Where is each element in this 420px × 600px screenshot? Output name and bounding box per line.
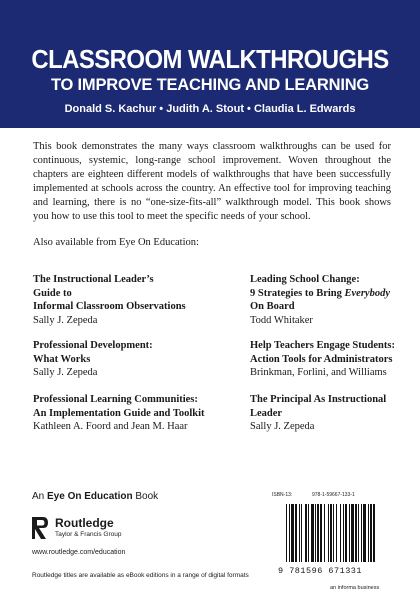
book-entry-author: Brinkman, Forlini, and Williams [250, 367, 387, 378]
book-entry-title: Guide to [33, 287, 72, 299]
informa-note: an informa business [330, 585, 380, 591]
isbn-number: 978-1-59667-133-1 [312, 492, 355, 498]
ebook-note: Routledge titles are available as eBook editions in a range of digital formats [32, 572, 249, 579]
book-entry-author: Kathleen A. Foord and Jean M. Haar [33, 421, 188, 432]
logo-name: Routledge [55, 516, 114, 530]
book-entry-author: Sally J. Zepeda [33, 314, 98, 326]
book-entry [33, 339, 213, 380]
logo-subtitle: Taylor & Francis Group [55, 531, 122, 538]
book-entry-title: The Instructional Leader’s [33, 274, 154, 285]
book-title-line1: CLASSROOM WALKTHROUGHS [31, 44, 389, 74]
barcode-icon [284, 504, 394, 564]
book-entry-title: Leading School Change: [250, 274, 360, 285]
book-authors: Donald S. Kachur • Judith A. Stout • Claudia L. Edwards [64, 103, 356, 115]
book-entry-title: Informal Classroom Observations [33, 301, 186, 312]
book-entry [250, 393, 420, 434]
book-entry-title: Action Tools for Administrators [250, 353, 393, 365]
book-entry [33, 273, 213, 327]
barcode-digits: 9 781596 671331 [278, 566, 363, 576]
book-entry [250, 339, 420, 380]
cover-header [0, 0, 420, 128]
book-entry-title: Help Teachers Engage Students: [250, 340, 395, 351]
book-entry-author: Sally J. Zepeda [33, 367, 98, 378]
routledge-logo-icon [32, 515, 50, 541]
publisher-line-prefix: An [32, 491, 45, 502]
publisher-line-brand: Eye On Education [47, 491, 133, 502]
barcode-block [272, 492, 392, 592]
book-description: This book demonstrates the many ways classroom walkthroughs can be used for continuous, systemic, long-range school improvement. Woven throughout the chapters are eighteen different models of walkthroughs that have been successfully implemented at schools across the country. An effective tool for improving teaching and learning, there is no “one-size-fits-all” walkthrough model. This book shows you how to use this tool to meet the specific needs of your school. [33, 141, 391, 222]
book-entry-author: Todd Whitaker [250, 314, 313, 326]
book-entry-author: Sally J. Zepeda [250, 421, 315, 432]
publisher-line-suffix: Book [135, 491, 159, 502]
book-entry [33, 393, 253, 434]
book-entry-title: An Implementation Guide and Toolkit [33, 407, 205, 419]
book-entry-title: On Board [250, 301, 295, 312]
book-entry-title: What Works [33, 353, 91, 365]
book-entry [250, 273, 420, 327]
book-entry-title: Professional Development: [33, 340, 153, 351]
book-entry-title: The Principal As Instructional [250, 394, 387, 405]
publisher-url: www.routledge.com/education [32, 549, 126, 556]
isbn-label: ISBN-13: [272, 492, 293, 498]
book-entry-title: 9 Strategies to Bring Everybody [250, 287, 390, 299]
publisher-line [32, 491, 158, 502]
book-entry-title: Professional Learning Communities: [33, 394, 198, 405]
book-entry-title: Leader [250, 407, 283, 419]
book-title-line2: TO IMPROVE TEACHING AND LEARNING [50, 76, 370, 94]
also-available-heading: Also available from Eye On Education: [33, 237, 199, 248]
